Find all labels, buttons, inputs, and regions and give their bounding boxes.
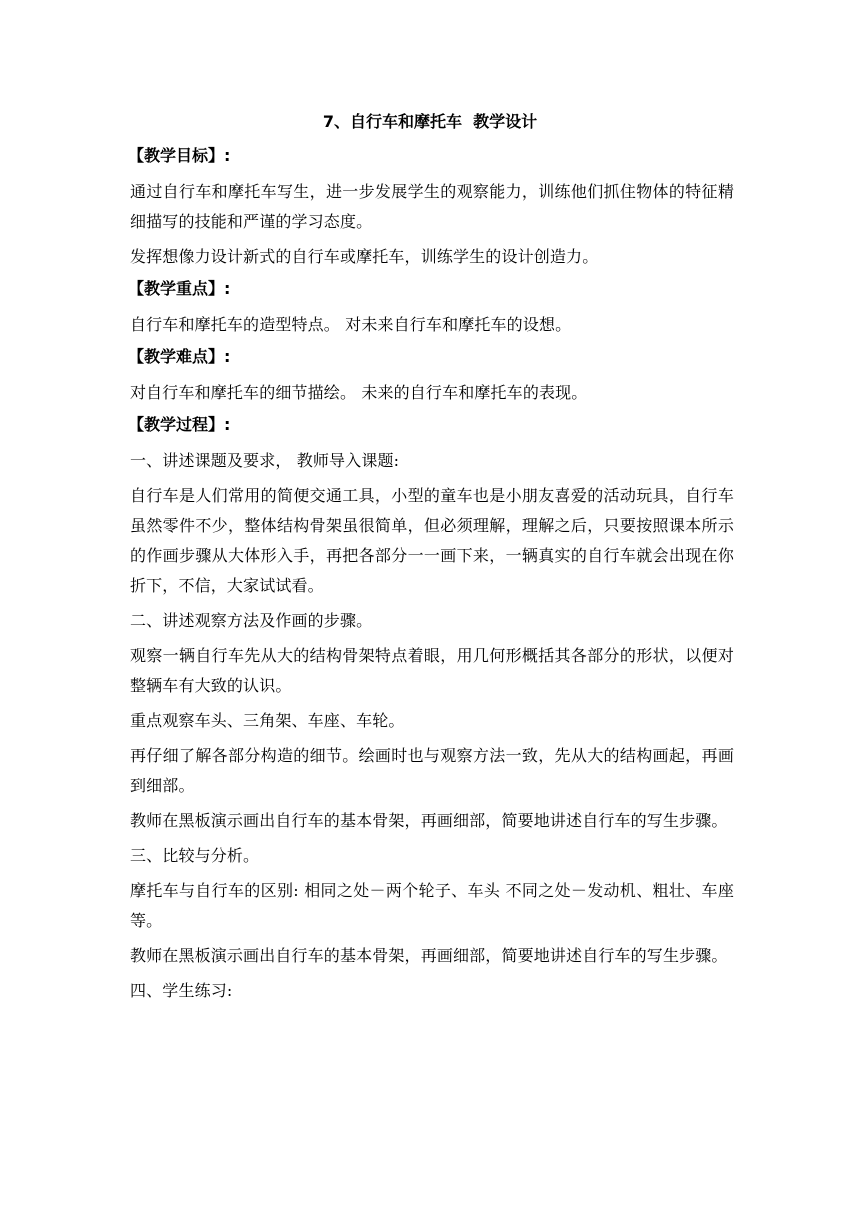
step-title: 二、讲述观察方法及作画的步骤。: [130, 611, 373, 630]
paragraph: 教师在黑板演示画出自行车的基本骨架，再画细部，简要地讲述自行车的写生步骤。: [130, 811, 728, 830]
section-heading-difficulties: 【教学难点】:: [128, 347, 231, 366]
paragraph: 再仔细了解各部分构造的细节。绘画时也与观察方法一致，先从大的结构画起，再画到细部。: [130, 746, 734, 795]
paragraph: 对自行车和摩托车的细节描绘。 未来的自行车和摩托车的表现。: [130, 383, 588, 402]
paragraph: 教师在黑板演示画出自行车的基本骨架，再画细部，简要地讲述自行车的写生步骤。: [130, 946, 728, 965]
step-title: 一、讲述课题及要求， 教师导入课题:: [130, 451, 400, 470]
section-heading-key-points: 【教学重点】:: [128, 279, 231, 298]
paragraph: 重点观察车头、三角架、车座、车轮。: [130, 711, 405, 730]
paragraph: 发挥想像力设计新式的自行车或摩托车，训练学生的设计创造力。: [130, 247, 599, 266]
section-heading-process: 【教学过程】:: [128, 415, 231, 434]
document-title: 7、自行车和摩托车 教学设计: [322, 112, 538, 131]
step-title: 三、比较与分析。: [130, 846, 260, 865]
section-heading-goals: 【教学目标】:: [128, 146, 231, 165]
paragraph: 自行车和摩托车的造型特点。 对未来自行车和摩托车的设想。: [130, 315, 572, 334]
step-title: 四、学生练习:: [130, 981, 233, 1000]
paragraph: 通过自行车和摩托车写生，进一步发展学生的观察能力，训练他们抓住物体的特征精细描写的技能和严谨的学习态度。: [130, 182, 734, 231]
paragraph: 摩托车与自行车的区别: 相同之处－两个轮子、车头 不同之处－发动机、粗壮、车座等。: [130, 881, 734, 930]
paragraph: 观察一辆自行车先从大的结构骨架特点着眼，用几何形概括其各部分的形状，以便对整辆车有大致的认识。: [130, 646, 734, 695]
document-body: [130, 144, 734, 1011]
paragraph: 自行车是人们常用的简便交通工具，小型的童车也是小朋友喜爱的活动玩具，自行车虽然零件不少，整体结构骨架虽很简单，但必须理解，理解之后，只要按照课本所示的作画步骤从大体形入手，再把各部分一一画下来，一辆真实的自行车就会出现在你折下，不信，大家试试看。: [130, 486, 734, 595]
